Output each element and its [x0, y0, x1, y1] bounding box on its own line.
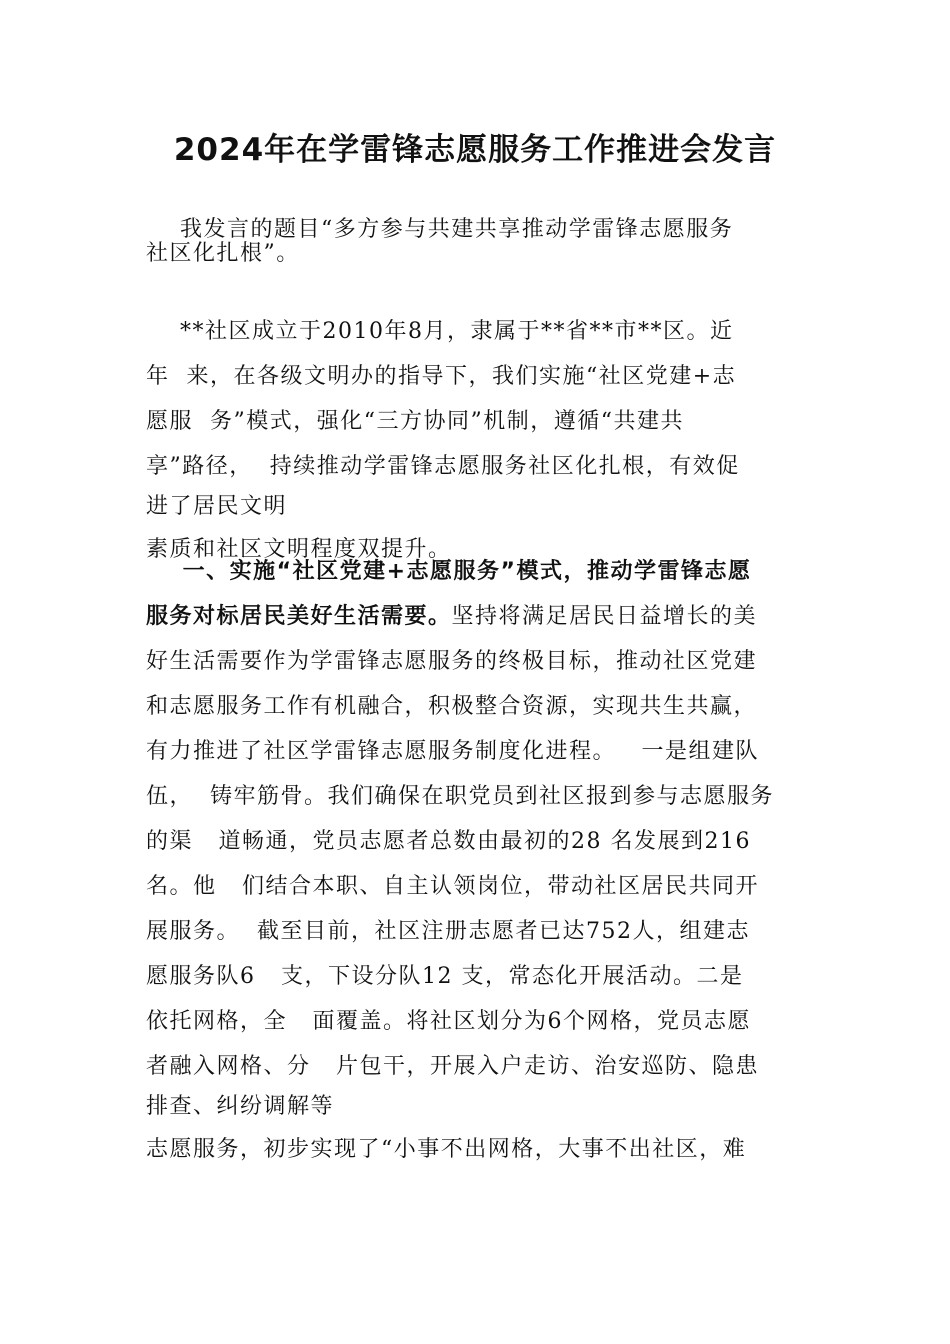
paragraph-line: 进了居民文明 [146, 494, 288, 519]
paragraph-line: **社区成立于2010年8月，隶属于**省**市**区。近 [146, 319, 734, 344]
paragraph-line: 年 来，在各级文明办的指导下，我们实施“社区党建+志 [146, 364, 737, 389]
paragraph-line: 有力推进了社区学雷锋志愿服务制度化进程。 一是组建队 [146, 739, 759, 764]
paragraph-line: 和志愿服务工作有机融合，积极整合资源，实现共生共赢， [146, 694, 758, 719]
paragraph-line: 我发言的题目“多方参与共建共享推动学雷锋志愿服务 [146, 217, 734, 242]
paragraph-line: 排查、纠纷调解等 [146, 1094, 335, 1119]
section-text: 坚持将满足居民日益增长的美 [451, 604, 758, 629]
section-heading-bold: 服务对标居民美好生活需要。 [146, 604, 452, 629]
paragraph-line: 伍， 铸牢筋骨。我们确保在职党员到社区报到参与志愿服务 [146, 784, 774, 809]
paragraph-line: 社区化扎根”。 [146, 241, 300, 266]
paragraph-line: 的渠 道畅通，党员志愿者总数由最初的28 名发展到216 [146, 829, 751, 854]
paragraph-line: 好生活需要作为学雷锋志愿服务的终极目标，推动社区党建 [146, 649, 758, 674]
section-heading-line [146, 601, 757, 633]
paragraph-line: 愿服 务”模式，强化“三方协同”机制，遵循“共建共 [146, 409, 684, 434]
paragraph-line: 志愿服务，初步实现了“小事不出网格，大事不出社区，难 [146, 1137, 747, 1162]
paragraph-line: 享”路径， 持续推动学雷锋志愿服务社区化扎根，有效促 [146, 454, 740, 479]
paragraph-line: 名。他 们结合本职、自主认领岗位，带动社区居民共同开 [146, 874, 759, 899]
section-heading: 一、实施“社区党建+志愿服务”模式，推动学雷锋志愿 [146, 559, 752, 584]
document-title: 2024年在学雷锋志愿服务工作推进会发言 [173, 132, 777, 168]
paragraph-line: 依托网格，全 面覆盖。将社区划分为6个网格，党员志愿 [146, 1009, 751, 1034]
paragraph-line: 展服务。 截至目前，社区注册志愿者已达752人，组建志 [146, 919, 750, 944]
paragraph-line: 素质和社区文明程度双提升。 [146, 537, 452, 562]
paragraph-line: 者融入网格、分 片包干，开展入户走访、治安巡防、隐患 [146, 1054, 759, 1079]
paragraph-line: 愿服务队6 支，下设分队12 支，常态化开展活动。二是 [146, 964, 744, 989]
